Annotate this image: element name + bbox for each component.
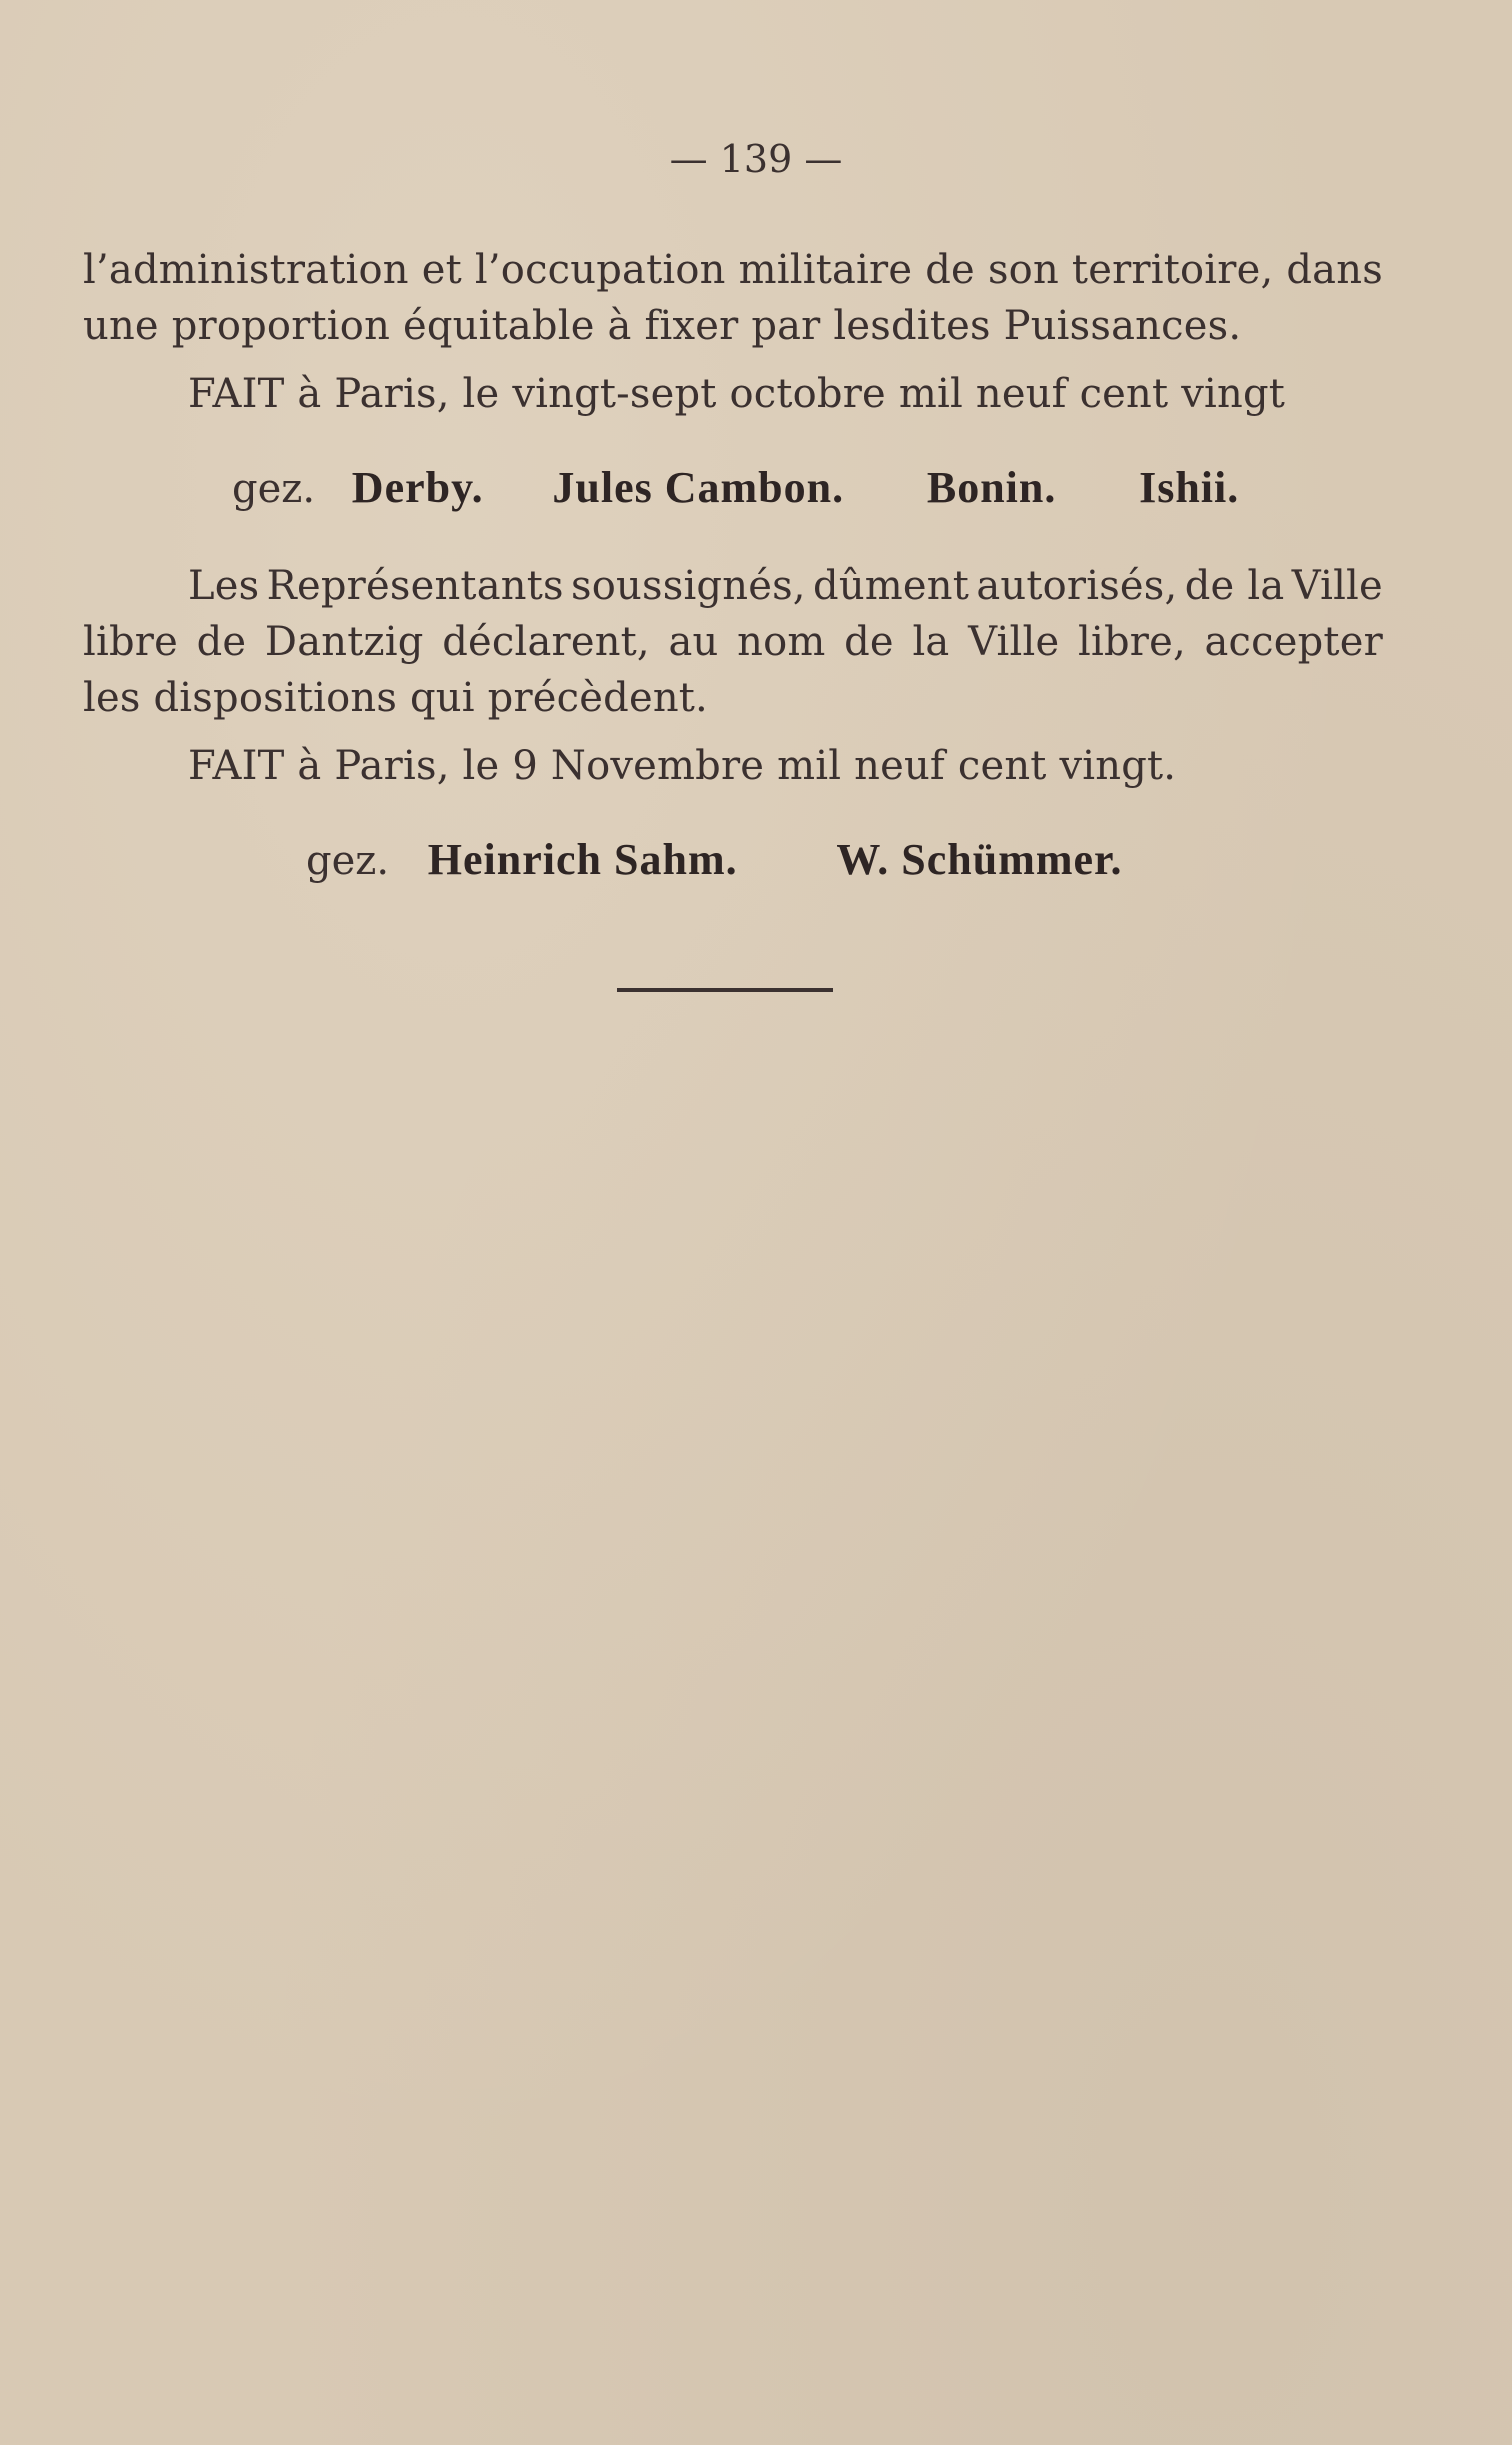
signature-prefix: gez. (232, 466, 316, 512)
word: de (844, 619, 894, 665)
word: son (987, 247, 1059, 293)
word: l’administration (83, 247, 409, 293)
word: militaire (738, 247, 913, 293)
paragraph-2-line-3: les dispositions qui précèdent. (83, 675, 708, 721)
word: Ville (968, 619, 1060, 665)
word: au (668, 619, 719, 665)
word: libre (83, 619, 178, 665)
signature-name: Heinrich Sahm. (427, 835, 738, 884)
paragraph-1-line-1 (83, 246, 1383, 294)
signatures-1 (232, 464, 1239, 513)
paragraph-2-line-2 (83, 618, 1383, 666)
paragraph-2-line-1 (188, 562, 1383, 610)
word: de (925, 247, 975, 293)
word: autorisés, (976, 563, 1178, 609)
word: de la (1184, 563, 1285, 609)
date-clause-1: FAIT à Paris, le vingt-sept octobre mil neuf cent vingt (188, 371, 1286, 417)
word: l’occupation (474, 247, 726, 293)
signature-name: Ishii. (1139, 463, 1240, 512)
date-clause-2: FAIT à Paris, le 9 Novembre mil neuf cent vingt. (188, 743, 1177, 789)
word: territoire, (1071, 247, 1274, 293)
word: dûment (813, 563, 970, 609)
word: accepter (1204, 619, 1383, 665)
word: Ville (1291, 563, 1383, 609)
word: Les (188, 563, 260, 609)
word: Représentants (266, 563, 564, 609)
word: soussignés, (571, 563, 806, 609)
word: libre, (1077, 619, 1186, 665)
closing-rule (617, 988, 833, 992)
signature-name: Derby. (351, 463, 484, 512)
word: nom (737, 619, 826, 665)
word: Dantzig (264, 619, 424, 665)
word: et (421, 247, 462, 293)
word: déclarent, (442, 619, 650, 665)
signatures-2 (306, 836, 1123, 885)
word: la (912, 619, 950, 665)
signature-name: Bonin. (926, 463, 1057, 512)
signature-name: Jules Cambon. (552, 463, 845, 512)
signature-name: W. Schümmer. (836, 835, 1123, 884)
word: dans (1286, 247, 1383, 293)
page-number: — 139 — (669, 137, 843, 181)
word: de (196, 619, 247, 665)
signature-prefix: gez. (306, 838, 390, 884)
paragraph-1-line-2: une proportion équitable à fixer par lesdites Puissances. (83, 303, 1242, 349)
